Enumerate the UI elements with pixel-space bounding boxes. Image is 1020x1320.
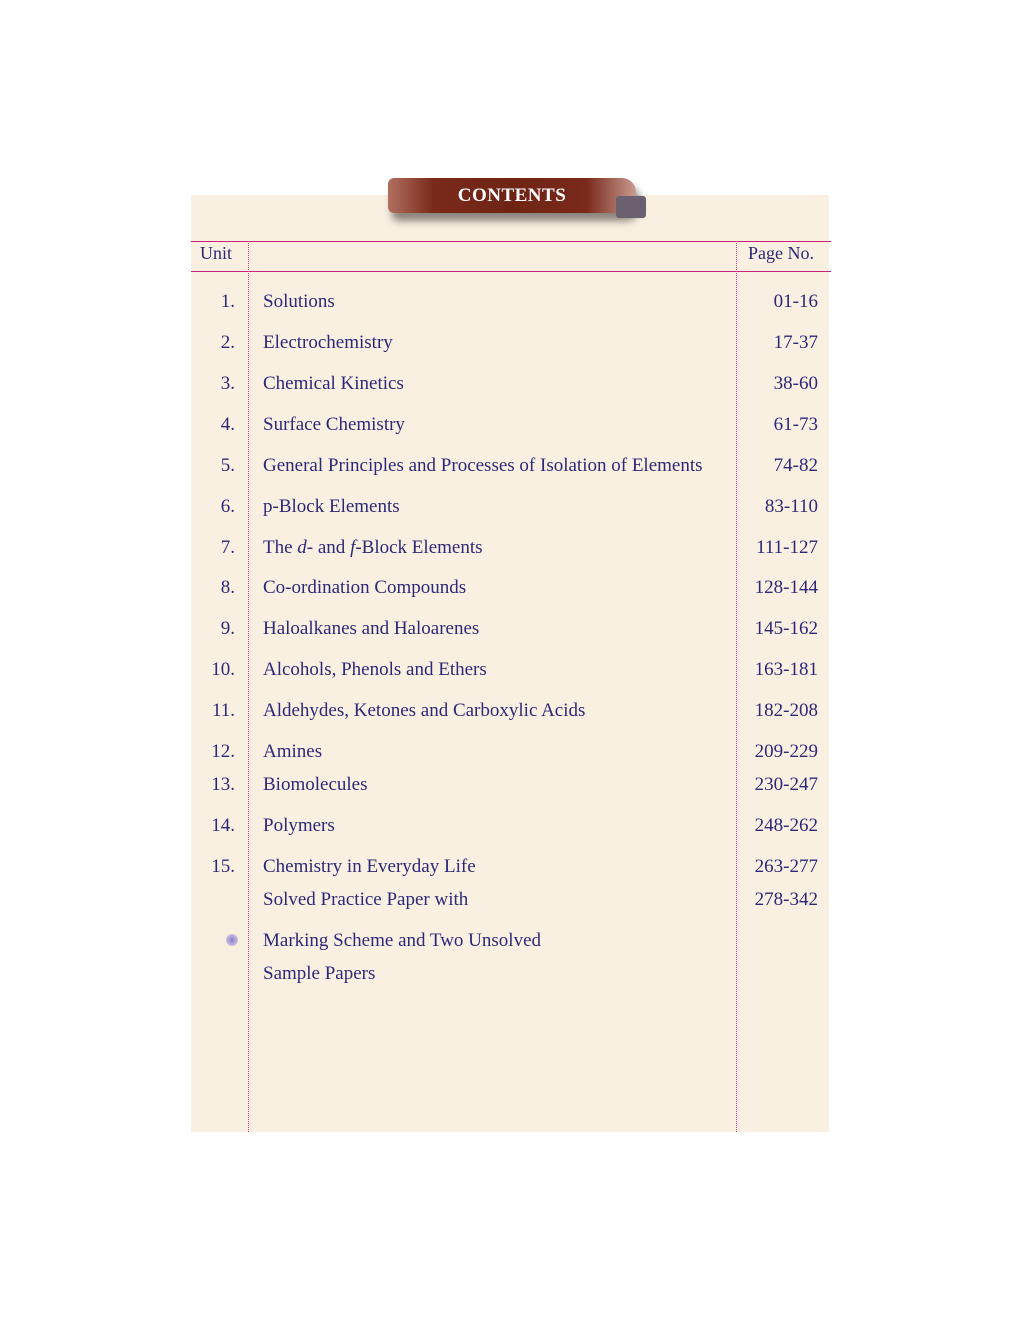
entry-unit-number: 11. <box>211 700 235 721</box>
entry-title: Solutions <box>263 291 335 312</box>
practice-paper-entry-line3 <box>0 963 1020 987</box>
entry-pages: 17-37 <box>773 332 818 353</box>
entry-title-line2: Marking Scheme and Two Unsolved <box>263 930 541 951</box>
entry-title: Alcohols, Phenols and Ethers <box>263 659 487 680</box>
entry-unit-number: 9. <box>220 618 235 639</box>
entry-title-line1: Solved Practice Paper with <box>263 889 469 910</box>
toc-entry[interactable] <box>0 414 1020 438</box>
entry-unit-number: 5. <box>220 455 235 476</box>
unit-column-header: Unit <box>200 243 233 263</box>
entry-pages: 38-60 <box>773 373 818 394</box>
entry-title-line3: Sample Papers <box>263 963 376 984</box>
entry-unit-number: 7. <box>220 537 235 558</box>
entry-title: Chemistry in Everyday Life <box>263 856 476 877</box>
entry-pages: 01-16 <box>773 291 818 312</box>
entry-pages: 61-73 <box>773 414 818 435</box>
toc-entry[interactable] <box>0 455 1020 479</box>
practice-paper-entry-line2 <box>0 930 1020 954</box>
toc-entry[interactable] <box>0 774 1020 798</box>
entry-unit-number: 10. <box>211 659 235 680</box>
entry-title: The d- and f-Block Elements <box>263 537 483 558</box>
entry-title: Aldehydes, Ketones and Carboxylic Acids <box>263 700 586 721</box>
toc-entry[interactable] <box>0 291 1020 315</box>
entry-unit-number: 4. <box>220 414 235 435</box>
entry-pages: 145-162 <box>754 618 818 639</box>
entry-unit-number: 13. <box>211 774 235 795</box>
entry-pages: 248-262 <box>754 815 818 836</box>
entry-unit-number: 15. <box>211 856 235 877</box>
entry-title: General Principles and Processes of Isolation of Elements <box>263 455 703 476</box>
toc-entry[interactable] <box>0 618 1020 642</box>
toc-entry[interactable] <box>0 741 1020 765</box>
entry-title: Haloalkanes and Haloarenes <box>263 618 480 639</box>
toc-entry[interactable] <box>0 537 1020 561</box>
entry-unit-number: 12. <box>211 741 235 762</box>
entry-pages: 263-277 <box>754 856 818 877</box>
toc-entry[interactable] <box>0 659 1020 683</box>
header-bottom-rule <box>191 271 831 272</box>
entry-pages: 163-181 <box>754 659 818 680</box>
entry-title: Amines <box>263 741 323 762</box>
entry-pages: 128-144 <box>754 577 818 598</box>
toc-entry[interactable] <box>0 373 1020 397</box>
entry-unit-number: 3. <box>220 373 235 394</box>
entry-pages: 74-82 <box>773 455 818 476</box>
entry-pages: 111-127 <box>756 537 818 558</box>
practice-paper-entry[interactable] <box>0 889 1020 913</box>
entry-title: Polymers <box>263 815 335 836</box>
entry-title: Co-ordination Compounds <box>263 577 467 598</box>
entry-pages: 209-229 <box>754 741 818 762</box>
header-top-rule <box>191 241 831 242</box>
entry-title: Biomolecules <box>263 774 368 795</box>
contents-title: CONTENTS <box>457 185 567 206</box>
toc-entry[interactable] <box>0 815 1020 839</box>
entry-title: Surface Chemistry <box>263 414 405 435</box>
entry-title: Chemical Kinetics <box>263 373 404 394</box>
toc-entry[interactable] <box>0 700 1020 724</box>
entry-pages: 278-342 <box>754 889 818 910</box>
toc-entry[interactable] <box>0 496 1020 520</box>
entry-unit-number: 14. <box>211 815 235 836</box>
toc-entry[interactable] <box>0 332 1020 356</box>
entry-title: p-Block Elements <box>263 496 400 517</box>
entry-unit-number: 8. <box>220 577 235 598</box>
toc-entry[interactable] <box>0 856 1020 880</box>
page-column-header: Page No. <box>748 243 814 263</box>
toc-entry[interactable] <box>0 577 1020 601</box>
entry-title: Electrochemistry <box>263 332 393 353</box>
entry-unit-number: 1. <box>220 291 235 312</box>
entry-pages: 182-208 <box>754 700 818 721</box>
entry-pages: 230-247 <box>754 774 818 795</box>
entry-unit-number: 2. <box>220 332 235 353</box>
entry-pages: 83-110 <box>764 496 818 517</box>
entry-unit-number: 6. <box>220 496 235 517</box>
